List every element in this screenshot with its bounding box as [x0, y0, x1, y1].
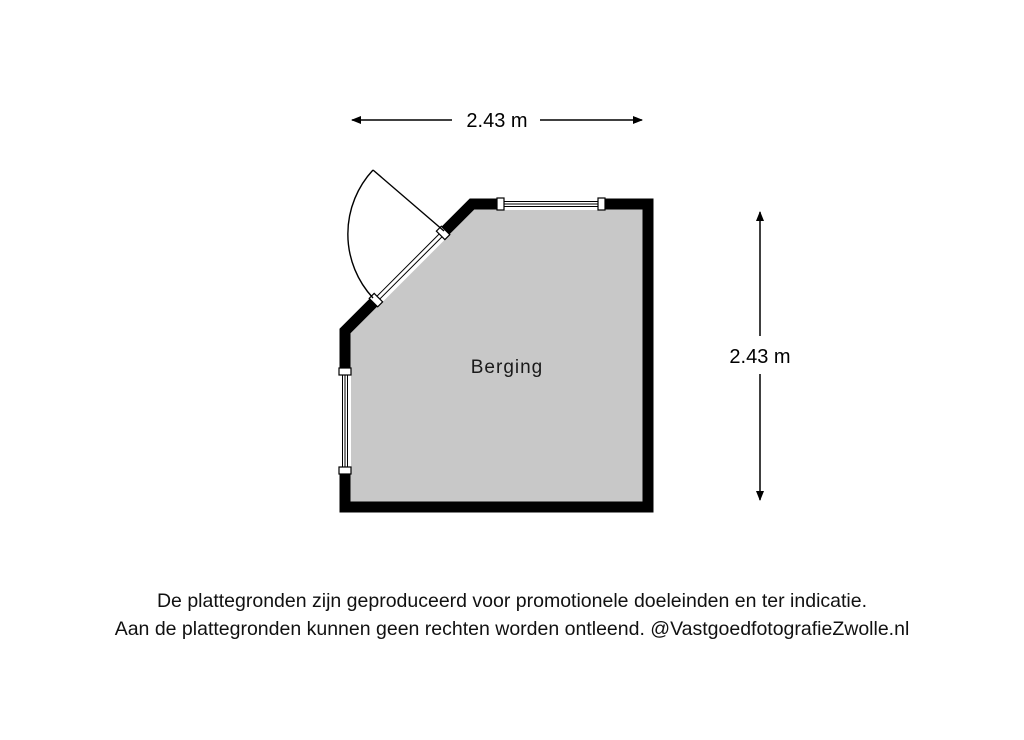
- door-swing-arc: [348, 170, 373, 298]
- disclaimer-line-1: De plattegronden zijn geproduceerd voor promotionele doeleinden en ter indicatie.: [156, 590, 868, 612]
- door-leaf: [373, 170, 444, 231]
- dimension-depth: [729, 212, 790, 500]
- dimension-depth-label: 2.43 m: [729, 346, 791, 368]
- dimension-width: [352, 110, 642, 132]
- disclaimer-line-2: Aan de plattegronden kunnen geen rechten worden ontleend. @VastgoedfotografieZwolle.nl: [114, 618, 910, 640]
- room-name-label: Berging: [470, 357, 544, 378]
- room-floor: [345, 204, 648, 507]
- window-left: [339, 368, 351, 474]
- window-top: [497, 198, 605, 210]
- dimension-width-label: 2.43 m: [466, 110, 528, 132]
- room-berging: [345, 204, 648, 507]
